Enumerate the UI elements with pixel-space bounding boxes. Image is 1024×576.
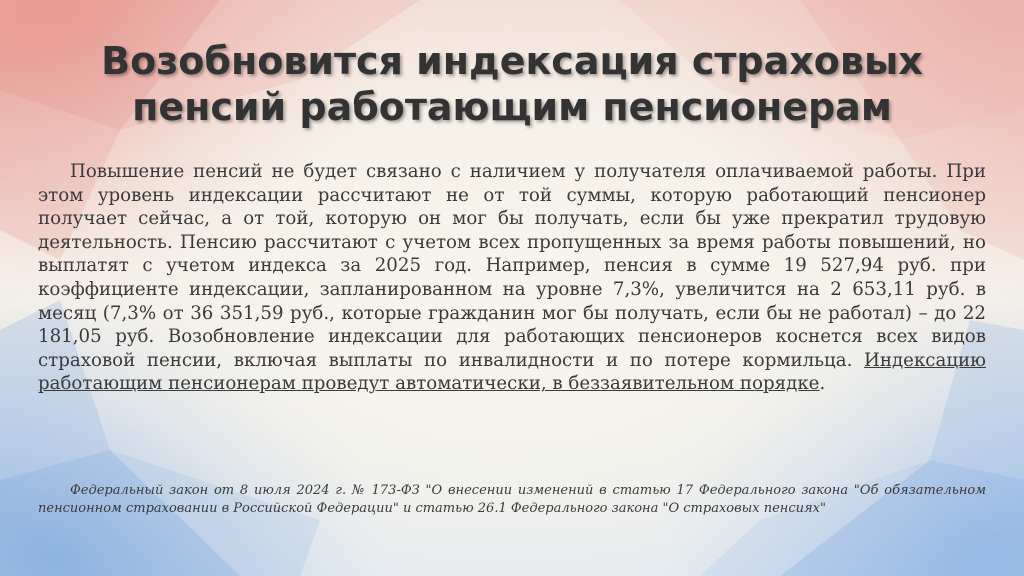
- body-text-main: Повышение пенсий не будет связано с наличием у получателя оплачиваемой работы. При этом уровень индексации рассчитают не от той суммы, которую работающий пенсионер получает сейчас, а от той, которую он мог бы получать, если бы уже прекратил трудовую деятельность. Пенсию рассчитают с учетом всех пропущенных за время работы повышений, но выплатят с учетом индекса за 2025 год. Например, пенсия в сумме 19 527,94 руб. при коэффициенте индексации, запланированном на уровне 7,3%, увеличится на 2 653,11 руб. в месяц (7,3% от 36 351,59 руб., которые гражданин мог бы получать, если бы не работал) – до 22 181,05 руб. Возобновление индексации для работающих пенсионеров коснется всех видов страховой пенсии, включая выплаты по инвалидности и по потере кормильца.: [38, 161, 986, 371]
- law-reference-footnote: Федеральный закон от 8 июля 2024 г. № 173-ФЗ "О внесении изменений в статью 17 Федерального закона "Об обязательном пенсионном страховании в Российской Федерации" и статью 26.1 Федерального закона "О страховых пенсиях": [38, 483, 986, 516]
- slide-title: Возобновится индексация страховых пенсий работающим пенсионерам: [101, 39, 923, 129]
- body-text-underlined: Индексацию работающим пенсионерам проведут автоматически, в беззаявительном порядке: [38, 349, 986, 395]
- body-paragraph: [38, 160, 986, 396]
- body-text-end: .: [819, 373, 826, 395]
